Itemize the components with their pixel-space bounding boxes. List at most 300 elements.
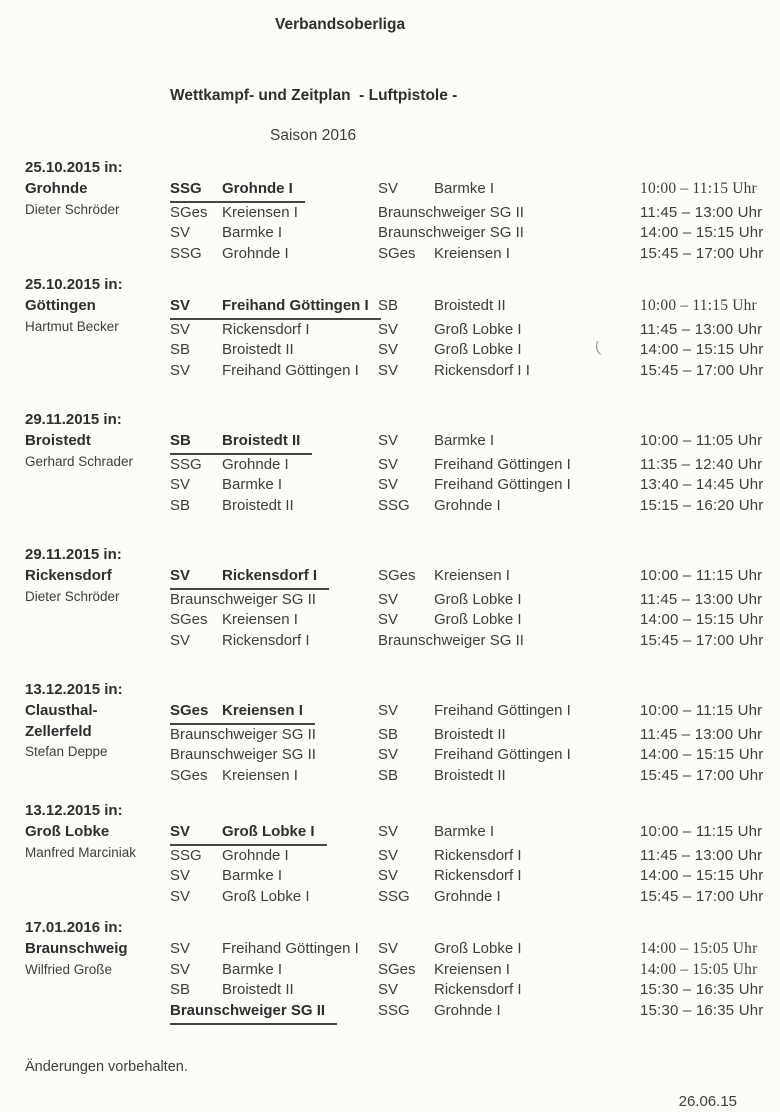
home-team-text (170, 631, 310, 652)
team-name: Kreiensen I (434, 960, 510, 978)
away-team (378, 496, 640, 517)
section-info (25, 918, 170, 1025)
away-team (378, 475, 640, 496)
match-time: 14:00 – 15:15 Uhr (640, 224, 764, 242)
home-team-text (170, 887, 310, 908)
home-team-text (170, 340, 294, 361)
away-team (378, 361, 640, 382)
match-row (170, 455, 764, 476)
team-prefix: SV (378, 746, 399, 764)
section (25, 545, 764, 652)
team-name: Rickensdorf I I (434, 362, 530, 380)
row-spacer (170, 410, 764, 431)
match-row (170, 1001, 764, 1025)
row-spacer (170, 918, 764, 939)
team-prefix: SSG (378, 497, 410, 515)
match-time: 15:45 – 17:00 Uhr (640, 245, 764, 263)
team-name: Grohnde I (434, 888, 501, 906)
team-name: Braunschweiger SG II (378, 203, 524, 221)
away-team (378, 745, 640, 766)
match-row (170, 631, 764, 652)
home-team (170, 203, 378, 224)
away-team (378, 960, 640, 981)
home-team (170, 223, 378, 244)
away-team-text (378, 179, 494, 200)
home-team-text (170, 320, 310, 341)
match-time: 10:00 – 11:15 Uhr (640, 179, 757, 197)
home-team (170, 701, 378, 725)
match-time: 10:00 – 11:15 Uhr (640, 296, 757, 314)
home-team-text (170, 960, 282, 981)
team-prefix: SV (170, 224, 191, 242)
team-name: Rickensdorf I (222, 632, 310, 650)
home-team (170, 980, 378, 1001)
home-team (170, 745, 378, 766)
section (25, 801, 764, 908)
match-time: 10:00 – 11:15 Uhr (640, 822, 763, 840)
match-row (170, 475, 764, 496)
team-name: Freihand Göttingen I (222, 296, 369, 314)
team-name: Groß Lobke I (434, 590, 522, 608)
team-prefix: SV (170, 822, 191, 840)
team-name: Freihand Göttingen I (434, 455, 571, 473)
team-name: Barmke I (222, 476, 283, 494)
match-row (170, 203, 764, 224)
team-prefix: SV (378, 939, 399, 957)
page-title: Verbandsoberliga (275, 16, 406, 33)
team-name: Barmke I (434, 822, 495, 840)
team-prefix: SV (170, 476, 191, 494)
schedule (25, 158, 764, 1025)
team-name: Kreiensen I (222, 203, 298, 221)
team-prefix: SB (170, 981, 191, 999)
match-rows (170, 680, 764, 787)
away-team-text (378, 475, 571, 496)
home-team-text (170, 475, 282, 496)
team-prefix: SB (378, 296, 399, 314)
home-team-text (170, 296, 381, 320)
home-team (170, 766, 378, 787)
team-prefix: SV (170, 566, 191, 584)
team-name: Freihand Göttingen I (434, 476, 571, 494)
scan-artifact: ( (593, 338, 602, 357)
section-official: Gerhard Schrader (25, 453, 134, 469)
section-location: Rickensdorf (25, 566, 112, 584)
footer-note: Änderungen vorbehalten. (25, 1058, 188, 1075)
team-name: Freihand Göttingen I (222, 362, 359, 380)
team-name: Grohnde I (222, 179, 293, 197)
match-row (170, 340, 764, 361)
home-team (170, 496, 378, 517)
team-name: Rickensdorf I (222, 566, 318, 584)
match-time: 11:35 – 12:40 Uhr (640, 455, 763, 473)
match-rows (170, 918, 764, 1025)
home-team (170, 244, 378, 265)
home-team (170, 455, 378, 476)
team-prefix: SB (170, 431, 191, 449)
team-prefix: SGes (170, 611, 208, 629)
home-team-text (170, 725, 316, 746)
section-official: Dieter Schröder (25, 201, 120, 217)
match-rows (170, 801, 764, 908)
match-time: 15:15 – 16:20 Uhr (640, 497, 764, 515)
season-label: Saison 2016 (270, 127, 357, 144)
team-name: Groß Lobke I (434, 611, 522, 629)
match-rows (170, 410, 764, 517)
match-row (170, 361, 764, 382)
match-row (170, 822, 764, 846)
match-row (170, 496, 764, 517)
home-team (170, 939, 378, 960)
section-info (25, 545, 170, 652)
team-prefix: SSG (378, 888, 410, 906)
section-info (25, 275, 170, 382)
team-prefix: SB (170, 341, 191, 359)
footer-date: 26.06.15 (678, 1092, 737, 1110)
row-spacer (170, 158, 764, 179)
away-team (378, 223, 640, 244)
team-name: Groß Lobke I (434, 939, 522, 957)
team-prefix: SV (170, 939, 191, 957)
match-time: 13:40 – 14:45 Uhr (640, 476, 764, 494)
home-team (170, 846, 378, 867)
team-name: Groß Lobke I (434, 341, 522, 359)
match-row (170, 320, 764, 341)
team-prefix: SV (378, 822, 399, 840)
home-team-text (170, 244, 289, 265)
match-time: 15:45 – 17:00 Uhr (640, 767, 764, 785)
team-prefix: SSG (378, 1002, 410, 1020)
match-row (170, 939, 764, 960)
section-date: 17.01.2016 in: (25, 918, 123, 936)
away-team-text (378, 866, 522, 887)
team-prefix: SV (378, 590, 399, 608)
away-team-text (378, 887, 501, 908)
section-location: Broistedt (25, 431, 91, 449)
match-time: 14:00 – 15:15 Uhr (640, 746, 764, 764)
home-team (170, 610, 378, 631)
away-team (378, 610, 640, 631)
home-team-text (170, 766, 298, 787)
section-info (25, 158, 170, 265)
away-team (378, 179, 640, 203)
section-info (25, 801, 170, 908)
away-team-text (378, 725, 506, 746)
team-prefix: SV (378, 981, 399, 999)
home-team (170, 340, 378, 361)
home-team-text (170, 1001, 337, 1025)
team-name: Rickensdorf I (434, 981, 522, 999)
away-team (378, 566, 640, 590)
away-team (378, 590, 640, 611)
team-prefix: SSG (170, 455, 202, 473)
match-time: 14:00 – 15:15 Uhr (640, 867, 764, 885)
away-team-text (378, 431, 494, 452)
away-team (378, 431, 640, 455)
match-row (170, 745, 764, 766)
away-team-text (378, 745, 571, 766)
away-team-text (378, 939, 522, 960)
match-row (170, 223, 764, 244)
away-team (378, 887, 640, 908)
team-name: Kreiensen I (434, 566, 510, 584)
away-team (378, 631, 640, 652)
team-prefix: SV (378, 341, 399, 359)
home-team (170, 725, 378, 746)
match-time: 14:00 – 15:05 Uhr (640, 939, 758, 957)
team-prefix: SV (378, 846, 399, 864)
match-row (170, 980, 764, 1001)
home-team (170, 631, 378, 652)
away-team-text (378, 223, 524, 244)
match-rows (170, 158, 764, 265)
match-time: 15:45 – 17:00 Uhr (640, 888, 764, 906)
away-team-text (378, 203, 524, 224)
team-name: Grohnde I (434, 1002, 501, 1020)
home-team-text (170, 701, 315, 725)
team-name: Kreiensen I (222, 767, 298, 785)
away-team-text (378, 340, 522, 361)
home-team (170, 887, 378, 908)
home-team-text (170, 980, 294, 1001)
home-team-text (170, 939, 359, 960)
match-time: 15:30 – 16:35 Uhr (640, 981, 764, 999)
match-time: 15:45 – 17:00 Uhr (640, 362, 764, 380)
team-name: Grohnde I (222, 245, 289, 263)
away-team (378, 701, 640, 725)
away-team (378, 980, 640, 1001)
match-row (170, 244, 764, 265)
match-time: 10:00 – 11:15 Uhr (640, 701, 763, 719)
team-prefix: SV (378, 701, 399, 719)
team-prefix: SGes (378, 245, 416, 263)
away-team-text (378, 960, 510, 981)
home-team-text (170, 361, 359, 382)
section-date: 29.11.2015 in: (25, 410, 122, 428)
team-name: Barmke I (434, 431, 495, 449)
away-team (378, 766, 640, 787)
home-team (170, 475, 378, 496)
away-team (378, 1001, 640, 1025)
team-prefix: SGes (378, 566, 416, 584)
home-team (170, 960, 378, 981)
away-team-text (378, 590, 522, 611)
home-team-text (170, 203, 298, 224)
team-prefix: SB (170, 497, 191, 515)
away-team-text (378, 631, 524, 652)
section-official: Dieter Schröder (25, 588, 120, 604)
away-team (378, 455, 640, 476)
team-prefix: SSG (170, 179, 202, 197)
team-name: Broistedt II (222, 981, 294, 999)
away-team-text (378, 1001, 501, 1022)
team-name: Barmke I (434, 179, 495, 197)
home-team-text (170, 610, 298, 631)
team-name: Kreiensen I (222, 701, 303, 719)
team-name: Kreiensen I (222, 611, 298, 629)
row-spacer (170, 275, 764, 296)
home-team-text (170, 179, 305, 203)
team-prefix: SV (170, 888, 191, 906)
match-row (170, 566, 764, 590)
away-team-text (378, 822, 494, 843)
team-name: Broistedt II (222, 431, 301, 449)
team-name: Braunschweiger SG II (170, 725, 316, 743)
team-name: Rickensdorf I (222, 320, 310, 338)
team-prefix: SV (170, 867, 191, 885)
home-team-text (170, 455, 289, 476)
team-prefix: SV (378, 476, 399, 494)
away-team-text (378, 566, 510, 587)
away-team-text (378, 846, 522, 867)
section-date: 13.12.2015 in: (25, 801, 123, 819)
home-team-text (170, 745, 316, 766)
section-date: 25.10.2015 in: (25, 159, 123, 176)
team-name: Groß Lobke I (222, 822, 315, 840)
home-team-text (170, 566, 329, 590)
team-name: Broistedt II (434, 767, 506, 785)
home-team-text (170, 846, 289, 867)
home-team-text (170, 822, 327, 846)
match-row (170, 610, 764, 631)
section-location: Groß Lobke (25, 822, 110, 840)
away-team (378, 320, 640, 341)
home-team-text (170, 496, 294, 517)
section-location: Zellerfeld (25, 722, 92, 740)
away-team-text (378, 610, 522, 631)
away-team (378, 725, 640, 746)
section-info (25, 410, 170, 517)
team-prefix: SV (378, 362, 399, 380)
match-time: 11:45 – 13:00 Uhr (640, 320, 763, 338)
home-team (170, 866, 378, 887)
team-name: Freihand Göttingen I (434, 746, 571, 764)
match-row (170, 296, 764, 320)
match-row (170, 725, 764, 746)
away-team (378, 846, 640, 867)
section (25, 918, 764, 1025)
home-team (170, 320, 378, 341)
section-date: 29.11.2015 in: (25, 545, 122, 563)
team-name: Broistedt II (222, 341, 294, 359)
away-team-text (378, 766, 506, 787)
team-name: Barmke I (222, 224, 283, 242)
team-name: Groß Lobke I (434, 320, 522, 338)
team-prefix: SGes (378, 960, 416, 978)
away-team-text (378, 244, 510, 265)
section (25, 275, 764, 382)
home-team-text (170, 431, 312, 455)
team-prefix: SV (378, 455, 399, 473)
match-time: 15:30 – 16:35 Uhr (640, 1002, 764, 1020)
home-team (170, 1001, 378, 1025)
team-name: Broistedt II (434, 725, 506, 743)
team-name: Kreiensen I (434, 245, 510, 263)
team-prefix: SB (378, 725, 399, 743)
section (25, 158, 764, 265)
section (25, 410, 764, 517)
team-name: Rickensdorf I (434, 846, 522, 864)
team-prefix: SV (378, 867, 399, 885)
match-row (170, 431, 764, 455)
team-prefix: SGes (170, 767, 208, 785)
team-prefix: SV (170, 320, 191, 338)
team-name: Grohnde I (434, 497, 501, 515)
away-team-text (378, 701, 571, 722)
team-prefix: SV (170, 960, 191, 978)
team-name: Braunschweiger SG II (378, 224, 524, 242)
match-time: 10:00 – 11:05 Uhr (640, 431, 763, 449)
section-location: Grohnde (25, 179, 88, 197)
match-row (170, 887, 764, 908)
away-team (378, 203, 640, 224)
away-team (378, 822, 640, 846)
match-time: 11:45 – 13:00 Uhr (640, 725, 763, 743)
away-team-text (378, 320, 522, 341)
section-date: 13.12.2015 in: (25, 680, 123, 698)
section (25, 680, 764, 787)
section-location: Clausthal- (25, 701, 98, 719)
team-prefix: SSG (170, 245, 202, 263)
team-name: Barmke I (222, 867, 283, 885)
away-team (378, 244, 640, 265)
away-team-text (378, 455, 571, 476)
match-time: 10:00 – 11:15 Uhr (640, 566, 763, 584)
away-team-text (378, 496, 501, 517)
home-team (170, 361, 378, 382)
team-prefix: SGes (170, 701, 209, 719)
match-time: 14:00 – 15:05 Uhr (640, 960, 758, 978)
away-team-text (378, 980, 522, 1001)
section-official: Stefan Deppe (25, 744, 108, 760)
section-official: Wilfried Große (25, 961, 113, 977)
match-row (170, 960, 764, 981)
team-prefix: SV (378, 611, 399, 629)
team-prefix: SSG (170, 846, 202, 864)
match-rows (170, 275, 764, 382)
match-row (170, 179, 764, 203)
home-team-text (170, 590, 316, 611)
team-prefix: SV (170, 632, 191, 650)
section-info (25, 680, 170, 787)
section-location: Braunschweig (25, 939, 128, 957)
away-team (378, 866, 640, 887)
row-spacer (170, 680, 764, 701)
match-time: 14:00 – 15:15 Uhr (640, 611, 764, 629)
section-official: Manfred Marciniak (25, 844, 137, 860)
match-time: 11:45 – 13:00 Uhr (640, 846, 763, 864)
away-team (378, 939, 640, 960)
match-time: 14:00 – 15:15 Uhr (640, 341, 764, 359)
match-row (170, 701, 764, 725)
match-row (170, 590, 764, 611)
match-time: 11:45 – 13:00 Uhr (640, 203, 763, 221)
team-prefix: SV (170, 296, 191, 314)
home-team-text (170, 223, 282, 244)
team-prefix: SB (378, 767, 399, 785)
team-name: Broistedt II (434, 296, 506, 314)
match-row (170, 766, 764, 787)
team-name: Barmke I (222, 960, 283, 978)
team-prefix: SV (170, 362, 191, 380)
home-team (170, 590, 378, 611)
home-team (170, 822, 378, 846)
team-name: Braunschweiger SG II (170, 746, 316, 764)
team-prefix: SGes (170, 203, 208, 221)
away-team-text (378, 361, 530, 382)
team-prefix: SV (378, 431, 399, 449)
home-team (170, 296, 378, 320)
